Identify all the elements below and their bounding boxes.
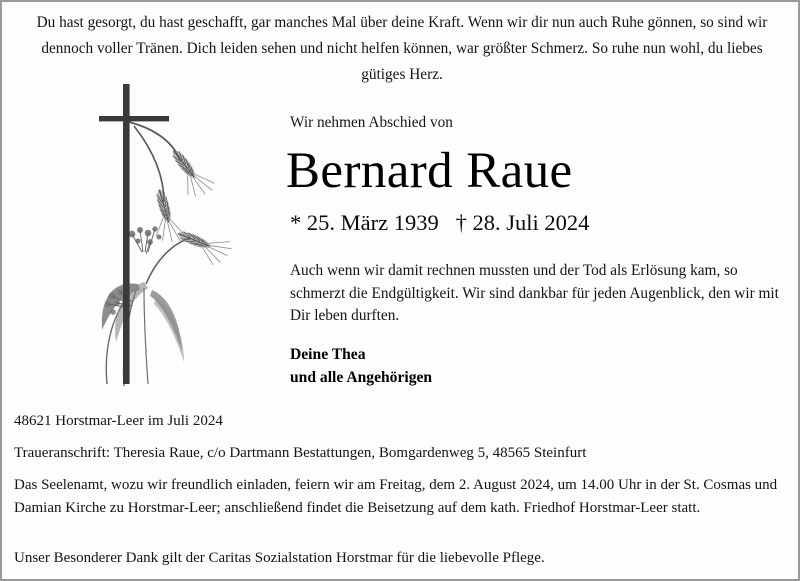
- deceased-name: Bernard Raue: [286, 143, 573, 199]
- place-and-date: 48621 Horstmar-Leer im Juli 2024: [14, 413, 223, 429]
- mourning-address: Traueranschrift: Theresia Raue, c/o Dartmann Bestattungen, Bomgardenweg 5, 48565 Steinfurt: [14, 445, 587, 461]
- signature-line-2: und alle Angehörigen: [290, 369, 433, 386]
- signature-block: [290, 343, 432, 389]
- mourning-message: Auch wenn wir damit rechnen mussten und der Tod als Erlösung kam, so schmerzt die Endgültigkeit. Wir sind dankbar für jeden Augenblick, den wir mit Dir leben durften.: [290, 262, 779, 324]
- cross-with-wheat-illustration: [60, 84, 246, 396]
- service-information: Das Seelenamt, wozu wir freundlich einladen, feiern wir am Freitag, dem 2. August 2024, um 14.00 Uhr in der St. Cosmas und Damian Kirche zu Horstmar-Leer; anschließend findet die Beisetzung auf dem kath. Friedhof Horstmar-Leer statt.: [14, 477, 778, 516]
- memorial-verse: Du hast gesorgt, du hast geschafft, gar manches Mal über deine Kraft. Wenn wir dir nun auch Ruhe gönnen, so sind wir dennoch voller Tränen. Dich leiden sehen und nicht helfen können, war größter Schmerz. So ruhe nun wohl, du liebes gütiges Herz.: [36, 14, 768, 83]
- farewell-lead-text: Wir nehmen Abschied von: [290, 114, 453, 131]
- thanks-note: Unser Besonderer Dank gilt der Caritas Sozialstation Horstmar für die liebevolle Pflege.: [14, 550, 545, 566]
- life-dates: * 25. März 1939 † 28. Juli 2024: [290, 210, 590, 235]
- signature-line-1: Deine Thea: [290, 346, 366, 363]
